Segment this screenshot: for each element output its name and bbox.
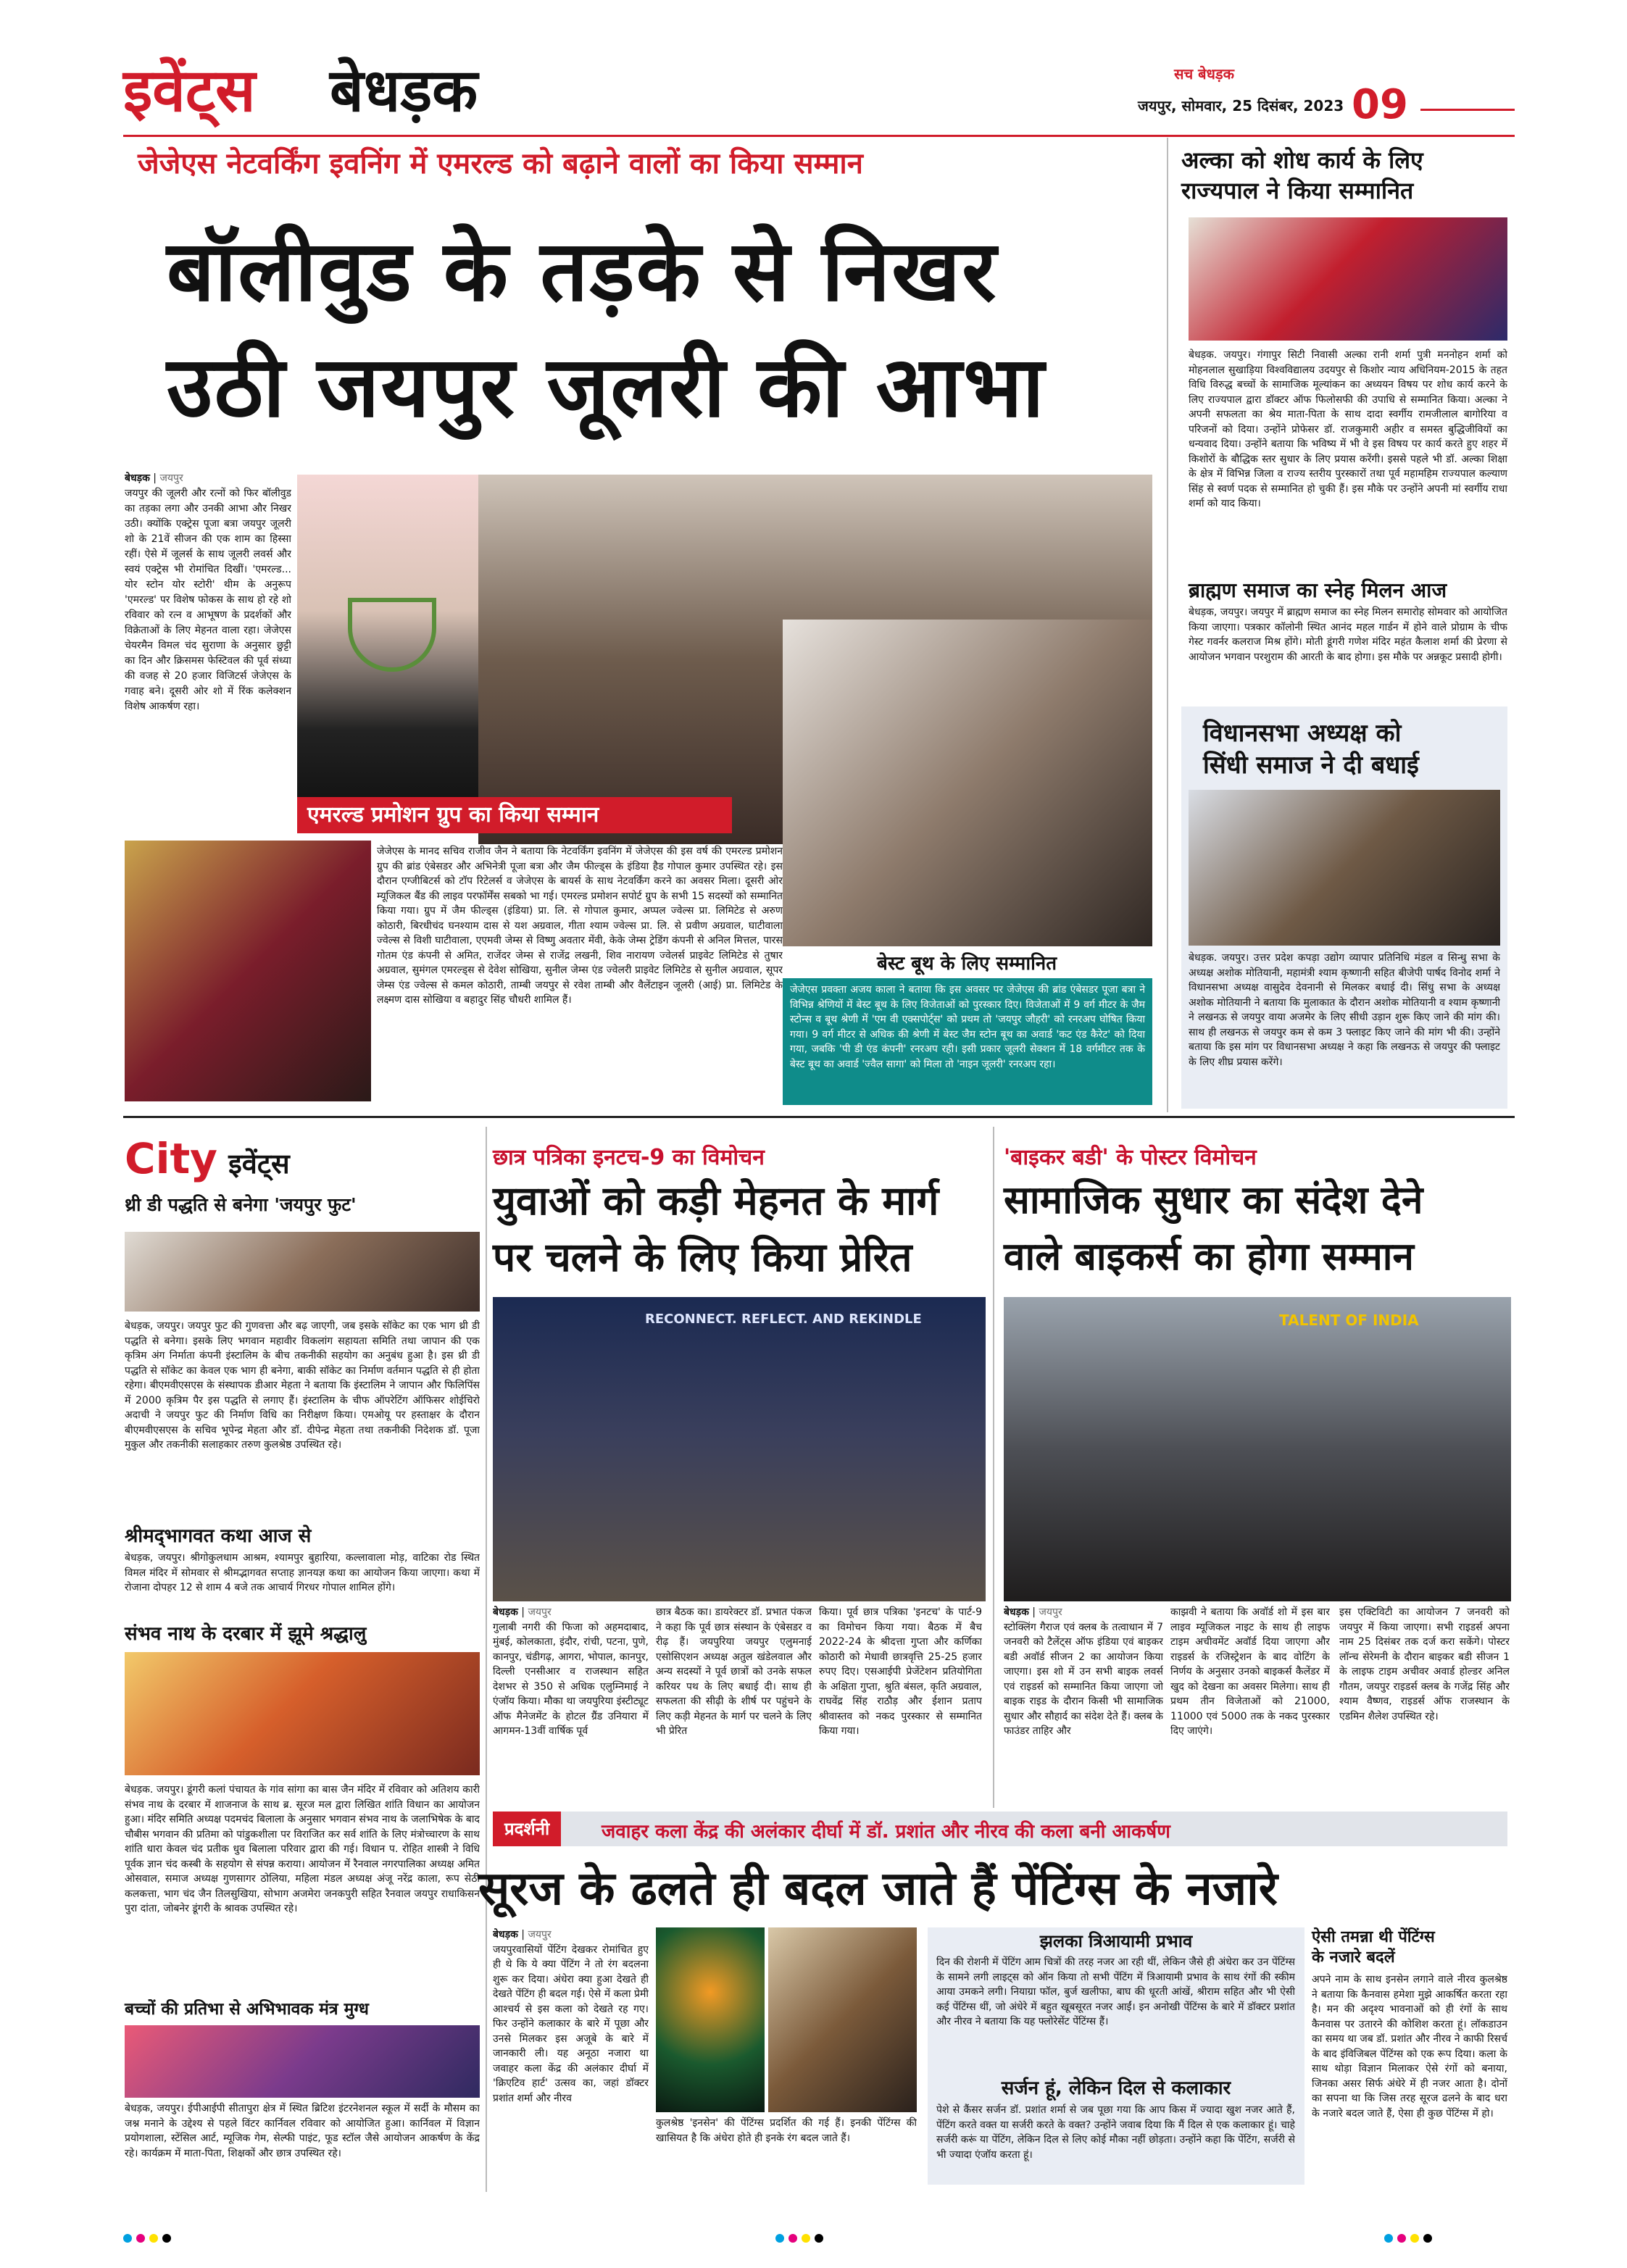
photo-alka-ceremony <box>1189 217 1507 341</box>
photo-biker-poster <box>1004 1297 1511 1601</box>
mid-headline-line1: युवाओं को कड़ी मेहनत के मार्ग <box>493 1177 939 1224</box>
reg-dot <box>123 2234 132 2243</box>
photo-tiger-painting <box>656 1927 765 2112</box>
mid-headline <box>493 1172 986 1285</box>
pen-nib-line <box>1420 109 1515 111</box>
art-box1-body: दिन की रोशनी में पेंटिंग आम चित्रों की तरह नजर आ रही थीं, लेकिन जैसे ही अंधेरा कर उन पेंटिंग्स के सामने लगी लाइट्स को ऑन किया तो सभी पेंटिंग में त्रिआयामी प्रभाव के साथ रंगों की स्कीम आया उमकने लगी। नियाग्रा फॉल, बुर्ज खलीफा, बाघ की धूरती आंखें, श्रीराम सहित और भी ऐसी कई पेंटिंग्स थीं, जो अंधेरे में बहुत खूबसूरत नजर आईं। इन अनोखी पेंटिंग्स के बारे में डॉक्टर प्रशांत और नीरव ने बताया कि यह फ्लोरेसेंट पेंटिंग्स हैं। <box>936 1956 1295 2027</box>
city-story2-title: श्रीमद्‌भागवत कथा आज से <box>125 1525 312 1547</box>
art-box3-title-line1: ऐसी तमन्ना थी पेंटिंग्स <box>1312 1928 1435 1946</box>
sindhi-body: बेधड़क. जयपुर। उत्तर प्रदेश कपड़ा उद्योग व्यापार प्रतिनिधि मंडल व सिन्धु सभा के अध्यक्ष अशोक मोतियानी, महामंत्री श्याम कृष्णानी सहित बीजेपी पार्षद विनोद शर्मा ने विधानसभा अध्यक्ष वासुदेव देवनानी से मिलकर बधाई दी। सिंधु सभा के अध्यक्ष अशोक मोतियानी ने बताया कि मुलाकात के दौरान अशोक मोतियानी व श्याम कृष्णानी ने लखनऊ से जयपुर वाया अजमेर के लिए सीधी उड़ान शुरू किए जाने की मांग की। साथ ही लखनऊ से जयपुर कम से कम 3 फ्लाइट किए जाने की मांग भी की। उन्होंने बताया कि इस मांग पर विधानसभा अध्यक्ष ने कहा कि लखनऊ से जयपुर की फ्लाइट के लिए शीघ्र प्रयास करेंगे। <box>1189 952 1500 1068</box>
reg-dot <box>162 2234 171 2243</box>
alka-title-line2: राज्यपाल ने किया सम्मानित <box>1181 177 1414 204</box>
city-story3-title: संभव नाथ के दरबार में झूमे श्रद्धालु <box>125 1623 367 1645</box>
lead-byline-place: जयपुर <box>159 472 183 484</box>
emerald-group-caption: एमरल्ड प्रमोशन ग्रुप का किया सम्मान <box>307 802 599 827</box>
mid-headline-line2: पर चलने के लिए किया प्रेरित <box>493 1234 912 1280</box>
emerald-group-banner <box>297 797 732 833</box>
best-booth-text: जेजेएस प्रवक्ता अजय काला ने बताया कि इस अवसर पर जेजेएस की ब्रांड एंबेसडर पूजा बत्रा ने विभिन्न श्रेणियों में बेस्ट बूथ के लिए विजेताओं को पुरस्कार दिए। विजेताओं में 9 वर्ग मीटर के जैम स्टोन्स व बूथ श्रेणी में 'एम वी एक्सपोर्ट्स' को प्रथम तो 'जयपुर जौहरी' को रनरअप घोषित किया गया। 9 वर्ग मीटर से अधिक की श्रेणी में बेस्ट जैम स्टोन बूथ का अवार्ड 'कट एंड कैरेट' को दिया गया, जबकि 'पी डी एंड कंपनी' रनरअप रही। इसी प्रकार जूलरी सेक्शन में 18 वर्गमीटर तक के बेस्ट बूथ का अवार्ड 'ज्वैल सागा' को मिला तो 'नाइन जूलरी' रनरअप रहा। <box>790 984 1145 1070</box>
lead-byline: बेधड़क <box>125 472 150 484</box>
lead-headline-line1: बॉलीवुड के तड़के से निखर <box>167 222 998 320</box>
alka-title-line1: अल्का को शोध कार्य के लिए <box>1181 146 1423 174</box>
art-label: प्रदर्शनी <box>493 1812 561 1846</box>
lead-right-divider <box>1167 138 1168 1112</box>
city-brand <box>125 1134 487 1185</box>
reg-dot <box>802 2234 810 2243</box>
masthead-rule <box>123 135 1515 137</box>
art-col1-text: जयपुरवासियों पेंटिंग देखकर रोमांचित हुए ही थे कि ये क्या पेंटिंग ने तो रंग बदलना शुरू कर दिया। अंधेरा क्या हुआ देखते ही देखते पेंटिंग ही बदल गई। ऐसे में कला प्रेमी आश्चर्य से इस कला को देखते रह गए। फिर उन्होंने कलाकार के बारे में पूछा और उनसे मिलकर इस अजूबे के बारे में जानकारी ली। यह अनूठा नजारा था जवाहर कला केंद्र की अलंकार दीर्घा में 'क्रिएटिव हार्ट' उत्सव का, जहां डॉक्टर प्रशांत शर्मा और नीरव <box>493 1943 649 2104</box>
brahmin-body: बेधड़क, जयपुर। जयपुर में ब्राह्मण समाज का स्नेह मिलन समारोह सोमवार को आयोजित किया जाएगा। पत्रकार कॉलोनी स्थित आनंद महल गार्डन में होने वाले प्रोग्राम के चीफ गेस्ट गवर्नर कलराज मिश्र होंगे। मोती डूंगरी गणेश मंदिर महंत कैलाश शर्मा की प्रेरणा से आयोजन भगवान परशुराम की आरती के बाद होगा। इस मौके पर अन्नकूट प्रसादी होगी। <box>1189 606 1507 663</box>
photo-actress <box>297 475 478 815</box>
reg-dot <box>815 2234 823 2243</box>
art-box1-title: झलका त्रिआयामी प्रभाव <box>1039 1931 1193 1951</box>
lead-col1-text: जयपुर की जूलरी और रत्नों को फिर बॉलीवुड का तड़का लगा और उनकी आभा और निखर उठी। क्योंकि एक्ट्रेस पूजा बत्रा जयपुर जूलरी शो के 21वें सीजन की एक शाम का हिस्सा रहीं। ऐसे में जूलर्स के साथ जूलरी लवर्स और स्वयं एक्ट्रेस भी रोमांचित दिखीं। 'एमरल्ड... योर स्टोन योर स्टोरी' थीम के अनुरूप 'एमरल्ड' पर विशेष फोकस के साथ हो रहे शो रविवार को रत्न व आभूषण के प्रदर्शकों और विक्रेताओं के लिए मेहनत वाला रहा। जेजेएस चेयरमैन विमल चंद सुराणा के अनुसार छुट्टी का दिन और क्रिसमस फेस्टिवल की पूर्व संध्या की वजह से 20 हजार विजिटर्स जेजेएस के गवाह बने। दूसरी ओर शो में रिंक कलेक्शन विशेष आकर्षण रहा। <box>125 488 291 712</box>
biker-headline-line2: वाले बाइकर्स का होगा सम्मान <box>1004 1235 1414 1279</box>
mid-byline: बेधड़क <box>493 1606 518 1618</box>
alka-title <box>1181 145 1500 206</box>
city-story2-body: बेधड़क, जयपुर। श्रीगोकुलधाम आश्रम, श्यामपुर बुहारिया, कल्लावाला मोड़, वाटिका रोड स्थित विमल मंदिर में सोमवार से श्रीमद्भागवत सप्ताह ज्ञानयज्ञ कथा का आयोजन किया जाएगा। कथा में रोजाना दोपहर 12 से शाम 4 बजे तक आचार्य गिरधर गोपाल शामिल होंगे। <box>125 1552 480 1593</box>
reg-dot <box>1384 2234 1393 2243</box>
biker-col1-text: स्टोक्लिंग गैराज एवं क्लब के तत्वाधान में 7 जनवरी को टैलेंट्स ऑफ इंडिया एवं बाइकर बडी अवॉर्ड सीजन 2 का आयोजन किया जाएगा। इस शो में उन सभी बाइक लवर्स एवं राइडर्स को सम्मानित किया जाएगा जो बाइक राइड के दौरान किसी भी सामाजिक सुधार और सौहार्द का संदेश देते हैं। क्लब के फाउंडर ताहिर और <box>1004 1621 1163 1737</box>
paper-tagline: सच बेधड़क <box>1174 65 1234 83</box>
section-title-black: बेधड़क <box>330 57 478 125</box>
section-title-red: इवेंट्स <box>123 57 256 125</box>
mid-col1-text: गुलाबी नगरी की फिजा को अहमदाबाद, मुंबई, कोलकाता, इंदौर, रांची, पटना, पुणे, कानपुर, चंडीगढ़, आगरा, भोपाल, कानपुर, दिल्ली एनसीआर व राजस्थान सहित देशभर से 350 से अधिक एलुम्निमाई ने एंजॉय किया। मौका था जयपुरिया इंस्टीट्यूट ऑफ मैनेजमेंट के होटल ग्रैंड उनियारा में आगमन-13वीं वार्षिक पूर्व <box>493 1621 649 1737</box>
photo-jain-temple <box>125 1652 480 1775</box>
photo-jaipur-foot <box>125 1232 480 1312</box>
alumni-banner-text: RECONNECT. REFLECT. AND REKINDLE <box>645 1312 922 1327</box>
lead-col1: बेधड़क | जयपुर जयपुर की जूलरी और रत्नों को फिर बॉलीवुड का तड़का लगा और उनकी आभा और निखर उठी। क्योंकि एक्ट्रेस पूजा बत्रा जयपुर जूलरी शो के 21वें सीजन की एक शाम का हिस्सा रहीं। ऐसे में जूलर्स के साथ जूलरी लवर्स और स्वयं एक्ट्रेस भी रोमांचित दिखीं। 'एमरल्ड... योर स्टोन योर स्टोरी' थीम के अनुरूप 'एमरल्ड' पर विशेष फोकस के साथ हो रहे शो रविवार को रत्न व आभूषण के प्रदर्शकों और विक्रेताओं के लिए मेहनत वाला रहा। जेजेएस चेयरमैन विमल चंद सुराणा के अनुसार छुट्टी का दिन और क्रिसमस फेस्टिवल की पूर्व संध्या की वजह से 20 हजार विजिटर्स जेजेएस के गवाह बने। दूसरी ओर शो में रिंक कलेक्शन विशेष आकर्षण रहा। <box>125 472 291 712</box>
sindhi-title-line1: विधानसभा अध्यक्ष को <box>1203 719 1402 748</box>
city-story3-body: बेधड़क. जयपुर। डूंगरी कलां पंचायत के गांव सांगा का बास जैन मंदिर में रविवार को अतिशय कारी संभव नाथ के दरबार में शाजनाज के साथ ब्र. सूरज मल द्वारा लिखित शांति विधान का आयोजन हुआ। मंदिर समिति अध्यक्ष पदमचंद बिलाला के अनुसार भगवान संभव नाथ के जलाभिषेक के बाद चौबीस भगवान की प्रतिमा को पांडुकशीला पर विराजित कर सर्व शांति के लिए मंत्रोच्चारण के साथ शांति धारा केवल चंद प्रतीक धुव बिलाला परिवार द्वारा की गई। विधान प. रोहित शास्त्री ने विधि पूर्वक ज्ञान चंद कस्बी के सहयोग से संपन्न कराया। आयोजन में रैनवाल नगरपालिका अध्यक्ष अमित ओसवाल, समाज अध्यक्ष गुणसागर ठोलिया, महिला मंडल अध्यक्ष अंजू नरेंद्र काला, रूप सेठी कलकत्ता, भाग चंद जैन तिलसुखिया, सोभाग अजमेरा जनकपुरी सहित रैनवाल जयपुर राधाकिसन पुरा दांता, जोबनेर डूंगरी के श्रावक उपस्थित रहे। <box>125 1784 480 1914</box>
mid-kicker: छात्र पत्रिका इनटच-9 का विमोचन <box>493 1145 765 1170</box>
city-story1-title: थ्री डी पद्धति से बनेगा 'जयपुर फुट' <box>125 1194 357 1215</box>
best-booth-caption: बेस्ट बूथ के लिए सम्मानित <box>877 953 1057 975</box>
best-booth-caption-bar <box>783 946 1152 977</box>
photo-alumni-meet <box>493 1297 986 1601</box>
city-divider <box>486 1127 487 2192</box>
biker-byline-place: जयपुर <box>1039 1606 1062 1618</box>
biker-banner-text: TALENT OF INDIA <box>1279 1312 1419 1329</box>
photo-actress-mirror <box>783 620 1152 953</box>
lead-headline-line2: उठी जयपुर जूलरी की आभा <box>167 338 1046 436</box>
reg-dot <box>1410 2234 1419 2243</box>
reg-dot <box>136 2234 145 2243</box>
reg-dot <box>1397 2234 1406 2243</box>
mid-col3: किया। पूर्व छात्र पत्रिका 'इनटच' के पार्ट-9 का विमोचन किया गया। बैठक में बैच 2022-24 के श्रीदत्ता गुप्ता और कर्णिका कोठारी को मेधावी छात्रवृत्ति 25-25 हजार रुपए दिए। एसआईपी प्रेजेंटेशन प्रतियोगिता के अक्षिता गुप्ता, श्रुति बंसल, कृति अग्रवाल, राघवेंद्र सिंह राठौड़ और ईशान प्रताप श्रीवास्तव को नकद पुरस्कार से सम्मानित किया गया। <box>819 1606 982 1737</box>
brahmin-title: ब्राह्मण समाज का स्नेह मिलन आज <box>1189 578 1447 602</box>
biker-headline-line1: सामाजिक सुधार का संदेश देने <box>1004 1178 1423 1222</box>
art-box2-body: पेशे से कैंसर सर्जन डॉ. प्रशांत शर्मा से जब पूछा गया कि आप किस में ज्यादा खुश नजर आते हैं, पेंटिंग करते वक्त या सर्जरी करते के वक्त? उन्होंने जवाब दिया कि मैं दिल से एक कलाकार हूं। चाहे सर्जरी करूं या पेंटिंग, लेकिन दिल से लिए कोई मौका नहीं छोड़ता। उन्होंने कहा कि पेंटिंग, सर्जरी से भी ज्यादा एंजॉय करता हूं। <box>936 2104 1295 2161</box>
art-kicker-bar <box>493 1812 1507 1846</box>
registration-marks-center <box>775 2232 828 2246</box>
sindhi-title <box>1203 717 1493 781</box>
art-byline-place: जयपुर <box>528 1929 552 1940</box>
biker-byline: बेधड़क <box>1004 1606 1029 1618</box>
registration-marks-right <box>1384 2232 1436 2246</box>
art-box3-body: अपने नाम के साथ इनसेन लगाने वाले नीरव कुलश्रेष्ठ ने बताया कि कैनवास हमेशा मुझे आकर्षित करता रहा है। मन की अदृश्य भावनाओं को ही रंगों के साथ कैनवास पर उतारने की कोशिश करता हूं। लॉकडाउन का समय था जब डॉ. प्रशांत और नीरव ने काफी रिसर्च के बाद इंविजिबल पेंटिंग्स को एक रूप दिया। कला के साथ थोड़ा विज्ञान मिलाकर ऐसे रंगों को बनाया, जिनका असर सिर्फ अंधेरे में ही नजर आता है। दोनों का सपना था कि जिस तरह सूरज ढलने के बाद धरा के नजारे बदल जाते हैं, ऐसा ही कुछ पेंटिंग्स में हो। <box>1312 1974 1507 2119</box>
reg-dot <box>775 2234 784 2243</box>
reg-dot <box>149 2234 158 2243</box>
art-byline: बेधड़क <box>493 1929 518 1940</box>
lead-kicker: जेजेएस नेटवर्किंग इवनिंग में एमरल्ड को बढ़ाने वालों का किया सम्मान <box>138 147 863 180</box>
alka-body: बेधड़क. जयपुर। गंगापुर सिटी निवासी अल्का रानी शर्मा पुत्री मननोहन शर्मा को मोहनलाल सुखाड़िया विश्वविद्यालय उदयपुर से किशोर न्याय अधिनियम-2015 के तहत विधि विरुद्ध बच्चों के सामाजिक मूल्यांकन का अध्ययन विषय पर शोध कार्य करने के लिए राज्यपाल द्वारा डॉक्टर ऑफ फिलोसफी की उपाधि से सम्मानित किया। अल्का ने अपनी सफलता का श्रेय माता-पिता के साथ दादा स्वर्गीय रामजीलाल बागोरिया व परिजनों को दिया। उन्होंने प्रोफेसर डॉ. राजकुमारी अहीर व समस्त बुद्धिजीवियों का धन्यवाद दिया। उन्होंने बताया कि भविष्य में भी वे इस विषय पर कार्य करते हुए शहर में किशोरों के बौद्धिक स्तर सुधार के लिए प्रयास करेंगी। इससे पहले भी डॉ. अल्का शिक्षा के क्षेत्र में विभिन्न जिला व राज्य स्तरीय पुरस्कारों तथा पूर्व महामहिम राज्यपाल कल्याण सिंह से स्वर्ण पदक से सम्मानित हो चुकी हैं। इस मौके पर उन्होंने अपनी मां स्वर्गीय राधा शर्मा को याद किया। <box>1189 349 1507 509</box>
biker-headline <box>1004 1172 1511 1285</box>
emerald-text: जेजेएस के मानद सचिव राजीव जैन ने बताया कि नेटवर्किंग इवनिंग में जेजेएस की इस वर्ष की एमरल्ड प्रमोशन ग्रुप की ब्रांड एंबेसडर और अभिनेत्री पूजा बत्रा और जैम फील्ड्स के इंडिया हैड गोपाल कुमार उपस्थित रहे। इस दौरान एग्जीबिटर्स को टॉप रिटेलर्स व जेजेएस के बायर्स के साथ नेटवर्किंग करने का अवसर मिला। दूसरी ओर म्यूजिकल बैंड की लाइव परफॉर्मेंस सबको भा गई। एमरल्ड प्रमोशन सपोर्ट ग्रुप के सभी 15 सदस्यों को सम्मानित किया गया। ग्रुप में जैम फील्ड्स (इंडिया) प्रा. लि. से गोपाल कुमार, अप्पल ज्वेल्स प्रा. लिमिटेड से अरुण कोठारी, बिरधीचंद घनश्याम दास से यश अग्रवाल, गीता श्याम ज्वेल्स प्रा. लि. से प्रवीण अग्रवाल, घाटीवाला ज्वेल्स से विशी घाटीवाला, एएमवी जेम्स से विष्णु अवतार मेंवी, केके जेम्स ट्रेडिंग कंपनी से अनिल मित्तल, पारस गोतम एंड कंपनी से अमित, राजेंदर जेम्स से राजेंद्र लखनी, शिव नारायण ज्वेलर्स प्राइवेट लिमिटेड से तुषार अग्रवाल, सुमंगल एमरल्ड्स से देवेश सोखिया, सुनील जेम्स एंड ज्वेलरी प्राइवेट लिमिटेड से सुनील अग्रवाल, सूपर जेम्स एंड ज्वेल्स से कमल कोठारी, ताम्बी जयपुर से रवेश ताम्बी और वैलेंटाइन जूलरी (आई) प्रा. लिमिटेड के लक्ष्मण दास सोखिया व बहादुर सिंह चौधरी शामिल हैं। <box>377 846 783 1006</box>
mid-col2: छात्र बैठक का। डायरेक्टर डॉ. प्रभात पंकज ने कहा कि पूर्व छात्र संस्थान के एंबेसडर व रीढ़ हैं। जयपुरिया जयपुर एलुमनाई एसोसिएशन अध्यक्ष अतुल खंडेलवाल और अन्य सदस्यों ने पूर्व छात्रों को उनके सफल करियर पथ के लिए बधाई दी। साथ ही सफलता की सीढ़ी के शीर्ष पर पहुंचने के लिए कड़ी मेहनत के मार्ग पर चलने के लिए भी प्रेरित <box>656 1606 812 1737</box>
biker-kicker: 'बाइकर बडी' के पोस्टर विमोचन <box>1004 1145 1257 1170</box>
art-caption: कुलश्रेष्ठ 'इनसेन' की पेंटिंग्स प्रदर्शित की गई हैं। इनकी पेंटिंग्स की खासियत है कि अंधेरा होते ही इनके रंग बदल जाते हैं। <box>656 2117 917 2144</box>
photo-women-jewellery <box>125 841 371 1101</box>
art-box3-title <box>1312 1927 1507 1968</box>
page-number: 09 <box>1352 81 1408 128</box>
mid-divider <box>993 1127 994 1808</box>
reg-dot <box>788 2234 797 2243</box>
art-box2-title: सर्जन हूं, लेकिन दिल से कलाकार <box>1001 2077 1231 2099</box>
registration-marks-left <box>123 2232 175 2246</box>
city-story1-body: बेधड़क, जयपुर। जयपुर फुट की गुणवत्ता और बढ़ जाएगी, जब इसके सॉकेट का एक भाग थ्री डी पद्धति से बनेगा। इसके लिए भगवान महावीर विकलांग सहायता समिति तथा जापान की एक कृत्रिम अंग निर्माता कंपनी इंस्टालिम के बीच तकनीकी सहयोग का अनुबंध हुआ है। इस थ्री डी पद्धति से सॉकेट का केवल एक भाग ही बनेगा, बाकी सॉकेट का निर्माण वर्तमान पद्धति से ही होता रहेगा। बीएमवीएसएस के संस्थापक डीआर मेहता ने बताया कि इंस्टालिम ने जापान और फिलिपिंस में 2000 कृत्रिम पैर इस पद्धति से लगाए हैं। इंस्टालिम के चीफ ऑपरेटिंग ऑफिसर शोईचिरो अदाची ने जयपुर फुट की निर्माण विधि का निरीक्षण किया। एमओयू पर हस्ताक्षर के दौरान बीएमवीएसएस के सचिव भूपेन्द्र मेहता और डॉ. दीपेन्द्र मेहता तथा तकनीकी निदेशक डॉ. पूजा मुकुल और तकनीकी सलाहकार तरुण कुलश्रेष्ठ उपस्थित रहे। <box>125 1320 480 1451</box>
best-booth-text-block <box>783 978 1152 1105</box>
emerald-text-block <box>377 844 783 1098</box>
jewellery-necklace <box>348 598 436 672</box>
masthead <box>123 51 1515 128</box>
photo-sindhi-meeting <box>1189 790 1500 946</box>
city-brand-word: City <box>125 1134 217 1183</box>
dateline: जयपुर, सोमवार, 25 दिसंबर, 2023 <box>1138 97 1344 114</box>
art-kicker: जवाहर कला केंद्र की अलंकार दीर्घा में डॉ. प्रशांत और नीरव की कला बनी आकर्षण <box>602 1821 1170 1843</box>
art-headline: सूरज के ढलते ही बदल जाते हैं पेंटिंग्स के नजारे <box>478 1862 1278 1916</box>
mid-col1: बेधड़क | जयपुर गुलाबी नगरी की फिजा को अहमदाबाद, मुंबई, कोलकाता, इंदौर, रांची, पटना, पुणे, कानपुर, चंडीगढ़, आगरा, भोपाल, कानपुर, दिल्ली एनसीआर व राजस्थान सहित देशभर से 350 से अधिक एलुम्निमाई ने एंजॉय किया। मौका था जयपुरिया इंस्टीट्यूट ऑफ मैनेजमेंट के होटल ग्रैंड उनियारा में आगमन-13वीं वार्षिक पूर्व <box>493 1606 649 1737</box>
city-story4-body: बेधड़क, जयपुर। ईपीआईपी सीतापुरा क्षेत्र में स्थित ब्रिटिश इंटरनेशनल स्कूल में सर्दी के मौसम का जश्न मनाने के उद्देश्य से पहले विंटर कार्निवल रविवार को आयोजित हुआ। कार्निवल में विज्ञान प्रयोगशाला, स्टेंसिल आर्ट, म्यूजिक गेम, सेल्फी पाइंट, फूड स्टॉल जैसे आयोजन आकर्षण के केंद्र रहे। कार्यक्रम में माता-पिता, शिक्षकों और छात्र उपस्थित रहे। <box>125 2103 480 2159</box>
photo-artist <box>768 1927 917 2112</box>
city-story4-title: बच्चों की प्रतिभा से अभिभावक मंत्र मुग्ध <box>125 2000 369 2019</box>
biker-col1: बेधड़क | जयपुर स्टोक्लिंग गैराज एवं क्लब के तत्वाधान में 7 जनवरी को टैलेंट्स ऑफ इंडिया एवं बाइकर बडी अवॉर्ड सीजन 2 का आयोजन किया जाएगा। इस शो में उन सभी बाइक लवर्स एवं राइडर्स को सम्मानित किया जाएगा जो बाइक राइड के दौरान किसी भी सामाजिक सुधार और सौहार्द का संदेश देते हैं। क्लब के फाउंडर ताहिर और <box>1004 1606 1163 1737</box>
biker-col3: इस एक्टिविटी का आयोजन 7 जनवरी को जयपुर में किया जाएगा। सभी राइडर्स अपना नाम 25 दिसंबर तक दर्ज करा सकेंगे। पोस्टर लॉन्च सेरेमनी के दौरान बाइकर बडी सीजन 1 के लाइफ टाइम अचीवर अवार्ड होल्डर अनिल गौतम, जयपुर राइडर्स क्लब के गजेंद्र सिंह और श्याम वैष्णव, राइडर्स ऑफ राजस्थान के एडमिन शैलेश उपस्थित रहे। <box>1339 1606 1510 1722</box>
biker-col2: काझवी ने बताया कि अवॉर्ड शो में इस बार लाइव म्यूजिकल नाइट के साथ ही लाइफ टाइम अचीवमेंट अवॉर्ड दिया जाएगा और राइडर्स के रजिस्ट्रेशन के बाद वोटिंग के निर्णय के अनुसार उनको बाइकर्स कैलेंडर में खुद को देखना का अवसर मिलेगा। साथ ही प्रथम तीन विजेताओं को 21000, 11000 एवं 5000 तक के नकद पुरस्कार दिए जाएंगे। <box>1170 1606 1330 1737</box>
sindhi-title-line2: सिंधी समाज ने दी बधाई <box>1203 751 1419 780</box>
photo-winter-carnival <box>125 2025 480 2098</box>
reg-dot <box>1423 2234 1432 2243</box>
mid-byline-place: जयपुर <box>528 1606 552 1618</box>
top-section-rule <box>123 1116 1515 1118</box>
art-box3-title-line2: के नजारे बदलें <box>1312 1948 1395 1967</box>
art-col1: बेधड़क | जयपुर जयपुरवासियों पेंटिंग देखकर रोमांचित हुए ही थे कि ये क्या पेंटिंग ने तो रंग बदलना शुरू कर दिया। अंधेरा क्या हुआ देखते ही देखते पेंटिंग ही बदल गई। ऐसे में कला प्रेमी आश्चर्य से इस कला को देखते रह गए। फिर उन्होंने कलाकार के बारे में पूछा और उनसे मिलकर इस अजूबे के बारे में जानकारी ली। यह अनूठा नजारा था जवाहर कला केंद्र की अलंकार दीर्घा में 'क्रिएटिव हार्ट' उत्सव का, जहां डॉक्टर प्रशांत शर्मा और नीरव <box>493 1929 649 2104</box>
city-brand-suffix: इवेंट्स <box>228 1148 290 1180</box>
